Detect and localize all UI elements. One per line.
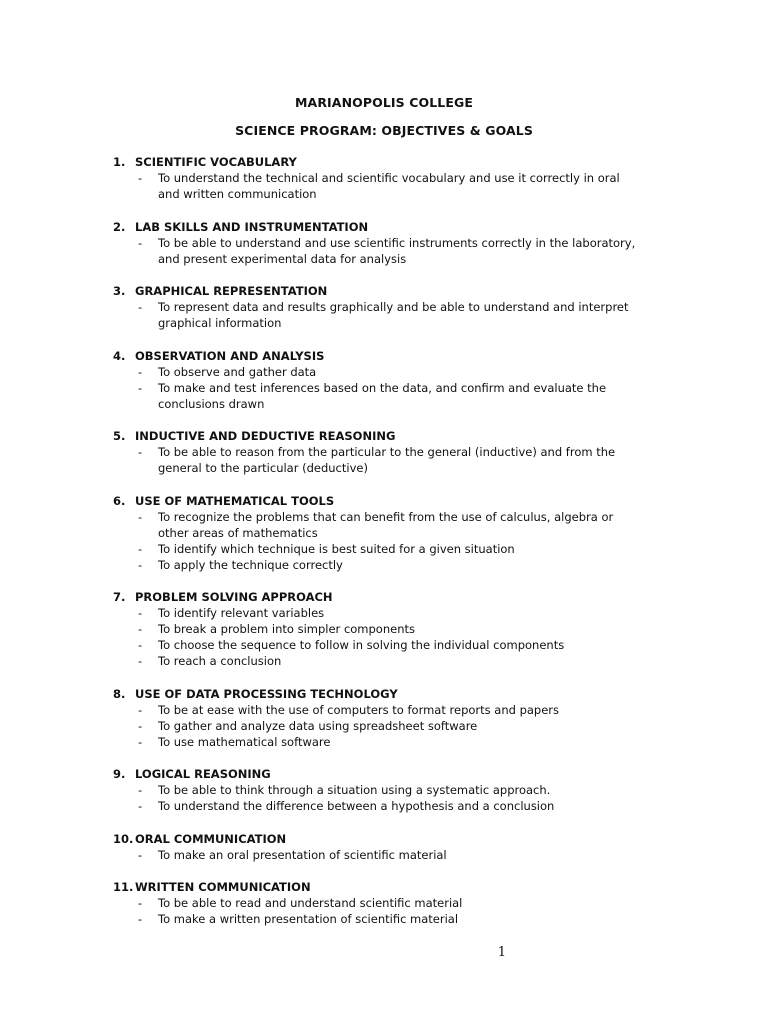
objective-section xyxy=(0,283,768,331)
section-title: SCIENTIFIC VOCABULARY xyxy=(135,155,297,169)
objective-section xyxy=(0,428,768,476)
list-item-text: To make a written presentation of scientific material xyxy=(158,912,459,926)
list-item-text: To choose the sequence to follow in solving the individual components xyxy=(158,638,565,652)
section-title: USE OF MATHEMATICAL TOOLS xyxy=(135,493,335,508)
section-title: USE OF DATA PROCESSING TECHNOLOGY xyxy=(135,686,398,701)
list-item-text: To recognize the problems that can benefit from the use of calculus, algebra or other areas of mathematics xyxy=(158,509,614,540)
section-number: 3. xyxy=(113,284,126,298)
section-heading xyxy=(0,589,768,605)
section-title: GRAPHICAL REPRESENTATION xyxy=(135,284,328,298)
list-item xyxy=(0,798,768,814)
section-heading xyxy=(0,493,768,509)
list-item-text: To apply the technique correctly xyxy=(158,557,343,572)
dash-bullet-icon: - xyxy=(138,734,143,749)
section-number: 6. xyxy=(113,493,126,508)
list-item xyxy=(0,444,768,476)
list-item xyxy=(0,380,768,412)
section-heading xyxy=(0,348,768,364)
dash-bullet-icon: - xyxy=(138,896,143,910)
list-item xyxy=(0,653,768,669)
list-item-text: To be at ease with the use of computers to format reports and papers xyxy=(158,702,560,717)
section-title: INDUCTIVE AND DEDUCTIVE REASONING xyxy=(135,429,396,443)
list-item xyxy=(0,364,768,380)
objective-section xyxy=(0,348,768,412)
section-title: LAB SKILLS AND INSTRUMENTATION xyxy=(135,219,369,234)
section-number: 10. xyxy=(113,831,134,846)
section-number: 11. xyxy=(113,880,134,894)
objective-section xyxy=(0,589,768,669)
list-item-text: To represent data and results graphically and be able to understand and interpret graphical information xyxy=(158,300,629,330)
section-heading xyxy=(0,766,768,782)
list-item xyxy=(0,718,768,734)
list-item-text: To observe and gather data xyxy=(158,364,317,379)
section-title: PROBLEM SOLVING APPROACH xyxy=(135,590,333,604)
dash-bullet-icon: - xyxy=(138,606,143,620)
page-number: 1 xyxy=(497,945,506,960)
dash-bullet-icon: - xyxy=(138,718,143,733)
list-item xyxy=(0,895,768,911)
list-item-text: To gather and analyze data using spreadsheet software xyxy=(158,718,478,733)
dash-bullet-icon: - xyxy=(138,912,143,926)
section-number: 4. xyxy=(113,348,126,363)
list-item xyxy=(0,541,768,557)
list-item xyxy=(0,605,768,621)
dash-bullet-icon: - xyxy=(138,445,143,459)
list-item-text: To be able to understand and use scientific instruments correctly in the laboratory, and present experimental data for analysis xyxy=(158,235,636,266)
dash-bullet-icon: - xyxy=(138,622,143,636)
list-item xyxy=(0,557,768,573)
list-item xyxy=(0,621,768,637)
section-title: LOGICAL REASONING xyxy=(135,767,271,781)
list-item-text: To be able to read and understand scientific material xyxy=(158,896,463,910)
section-title: OBSERVATION AND ANALYSIS xyxy=(135,348,325,363)
list-item-text: To make an oral presentation of scientific material xyxy=(158,847,447,862)
list-item-text: To understand the difference between a hypothesis and a conclusion xyxy=(158,799,555,813)
dash-bullet-icon: - xyxy=(138,509,143,524)
list-item-text: To understand the technical and scientific vocabulary and use it correctly in oral and written communication xyxy=(158,171,620,201)
objective-section xyxy=(0,154,768,202)
dash-bullet-icon: - xyxy=(138,847,143,862)
list-item-text: To reach a conclusion xyxy=(158,654,282,668)
list-item-text: To break a problem into simpler components xyxy=(158,622,415,636)
dash-bullet-icon: - xyxy=(138,380,143,395)
section-heading xyxy=(0,283,768,299)
objective-section xyxy=(0,686,768,750)
section-number: 8. xyxy=(113,686,126,701)
section-title: ORAL COMMUNICATION xyxy=(135,831,287,846)
section-heading xyxy=(0,428,768,444)
section-heading xyxy=(0,686,768,702)
list-item xyxy=(0,170,768,202)
section-title: WRITTEN COMMUNICATION xyxy=(135,880,311,894)
objective-section xyxy=(0,879,768,927)
list-item xyxy=(0,782,768,798)
section-number: 1. xyxy=(113,155,126,169)
list-item xyxy=(0,702,768,718)
objective-section xyxy=(0,766,768,814)
section-heading xyxy=(0,879,768,895)
dash-bullet-icon: - xyxy=(138,702,143,717)
list-item-text: To be able to reason from the particular to the general (inductive) and from the general to the particular (deductive) xyxy=(158,445,616,475)
dash-bullet-icon: - xyxy=(138,364,143,379)
list-item xyxy=(0,637,768,653)
list-item-text: To identify which technique is best suited for a given situation xyxy=(158,541,515,556)
section-number: 5. xyxy=(113,429,126,443)
list-item-text: To be able to think through a situation using a systematic approach. xyxy=(158,783,551,797)
section-heading xyxy=(0,154,768,170)
dash-bullet-icon: - xyxy=(138,171,143,185)
dash-bullet-icon: - xyxy=(138,300,143,314)
dash-bullet-icon: - xyxy=(138,799,143,813)
list-item xyxy=(0,299,768,331)
section-number: 2. xyxy=(113,219,126,234)
objectives-list xyxy=(0,154,768,944)
list-item-text: To make and test inferences based on the data, and confirm and evaluate the conclusions drawn xyxy=(158,380,607,411)
objective-section xyxy=(0,831,768,863)
section-heading xyxy=(0,219,768,235)
section-number: 9. xyxy=(113,767,126,781)
list-item xyxy=(0,911,768,927)
program-title: SCIENCE PROGRAM: OBJECTIVES & GOALS xyxy=(235,123,533,138)
list-item xyxy=(0,734,768,750)
dash-bullet-icon: - xyxy=(138,557,143,572)
objective-section xyxy=(0,219,768,267)
objective-section xyxy=(0,493,768,573)
list-item xyxy=(0,235,768,267)
section-heading xyxy=(0,831,768,847)
list-item-text: To identify relevant variables xyxy=(158,606,325,620)
list-item xyxy=(0,509,768,541)
dash-bullet-icon: - xyxy=(138,541,143,556)
section-number: 7. xyxy=(113,590,126,604)
dash-bullet-icon: - xyxy=(138,783,143,797)
list-item-text: To use mathematical software xyxy=(158,734,331,749)
dash-bullet-icon: - xyxy=(138,235,143,250)
college-title: MARIANOPOLIS COLLEGE xyxy=(295,95,473,110)
list-item xyxy=(0,847,768,863)
dash-bullet-icon: - xyxy=(138,638,143,652)
dash-bullet-icon: - xyxy=(138,654,143,668)
